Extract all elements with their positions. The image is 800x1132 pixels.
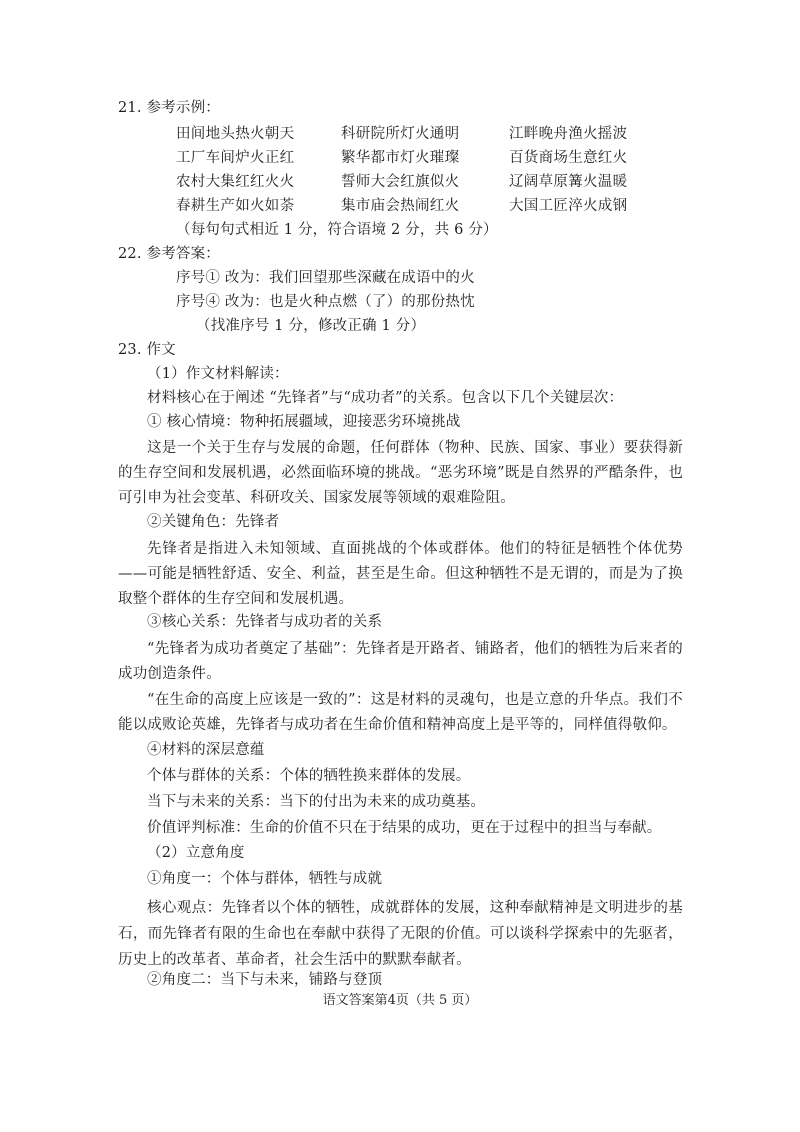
example-cell: 春耕生产如火如荼 [176, 198, 295, 214]
example-cell: 繁华都市灯火璀璨 [341, 150, 460, 166]
point-title: ① 核心情境：物种拓展疆域，迎接恶劣环境挑战 [147, 414, 461, 430]
example-cell: 科研院所灯火通明 [341, 126, 460, 142]
q23-heading: 23. 作文 [118, 342, 176, 358]
point-title: ④材料的深层意蕴 [147, 742, 265, 758]
example-cell: 田间地头热火朝天 [176, 126, 295, 142]
point-title: ③核心关系：先锋者与成功者的关系 [147, 614, 383, 630]
list-item: 个体与群体的关系：个体的牺牲换来群体的发展。 [147, 768, 471, 784]
section-title: （2）立意角度 [147, 845, 245, 861]
example-cell: 农村大集红红火火 [176, 174, 295, 190]
intro-paragraph: 材料核心在于阐述 “先锋者”与“成功者”的关系。包含以下几个关键层次： [147, 390, 624, 406]
example-cell: 江畔晚舟渔火摇波 [509, 126, 628, 142]
page-footer: 语文答案第4页（共 5 页） [322, 993, 478, 1008]
list-item: 价值评判标准：生命的价值不只在于结果的成功，更在于过程中的担当与奉献。 [147, 820, 662, 836]
q22-heading: 22. 参考答案： [118, 246, 220, 262]
example-cell: 誓师大会红旗似火 [341, 174, 460, 190]
q22-item: 序号④ 改为：也是火种点燃（了）的那份热忱 [176, 294, 475, 310]
point-body: “先锋者为成功者奠定了基础”：先锋者是开路者、铺路者，他们的牺牲为后来者的成功创造条件。 [118, 641, 683, 682]
list-item: 当下与未来的关系：当下的付出为未来的成功奠基。 [147, 794, 486, 810]
example-cell: 百货商场生意红火 [509, 150, 628, 166]
example-cell: 大国工匠淬火成钢 [509, 198, 628, 214]
point-body: 这是一个关于生存与发展的命题，任何群体（物种、民族、国家、事业）要获得新的生存空间和发展机遇，必然面临环境的挑战。“恶劣环境”既是自然界的严酷条件，也可引申为社会变革、科研攻关、国家发展等领域的艰难险阻。 [118, 440, 683, 506]
point-title: ②关键角色：先锋者 [147, 514, 280, 530]
example-cell: 集市庙会热闹红火 [341, 198, 460, 214]
angle-title: ②角度二：当下与未来，铺路与登顶 [147, 972, 383, 988]
q21-heading: 21. 参考示例： [118, 100, 220, 116]
example-cell: 工厂车间炉火正红 [176, 150, 295, 166]
example-cell: 辽阔草原篝火温暖 [509, 174, 628, 190]
point-body: “在生命的高度上应该是一致的”：这是材料的灵魂句，也是立意的升华点。我们不能以成败论英雄，先锋者与成功者在生命价值和精神高度上是平等的，同样值得敬仰。 [118, 692, 683, 733]
angle-title: ①角度一：个体与群体，牺牲与成就 [147, 871, 383, 887]
q22-item: 序号① 改为：我们回望那些深藏在成语中的火 [176, 270, 475, 286]
angle-body: 核心观点：先锋者以个体的牺牲，成就群体的发展，这种奉献精神是文明进步的基石，而先锋者有限的生命也在奉献中获得了无限的价值。可以谈科学探索中的先驱者，历史上的改革者、革命者，社会生活中的默默奉献者。 [118, 900, 683, 968]
q21-scoring: （每句句式相近 1 分，符合语境 2 分，共 6 分） [176, 222, 498, 238]
q22-scoring: （找准序号 1 分，修改正确 1 分） [196, 318, 426, 334]
section-title: （1）作文材料解读： [147, 366, 289, 382]
point-body: 先锋者是指进入未知领域、直面挑战的个体或群体。他们的特征是牺牲个体优势——可能是牺牲舒适、安全、利益，甚至是生命。但这种牺牲不是无谓的，而是为了换取整个群体的生存空间和发展机遇。 [118, 541, 683, 607]
